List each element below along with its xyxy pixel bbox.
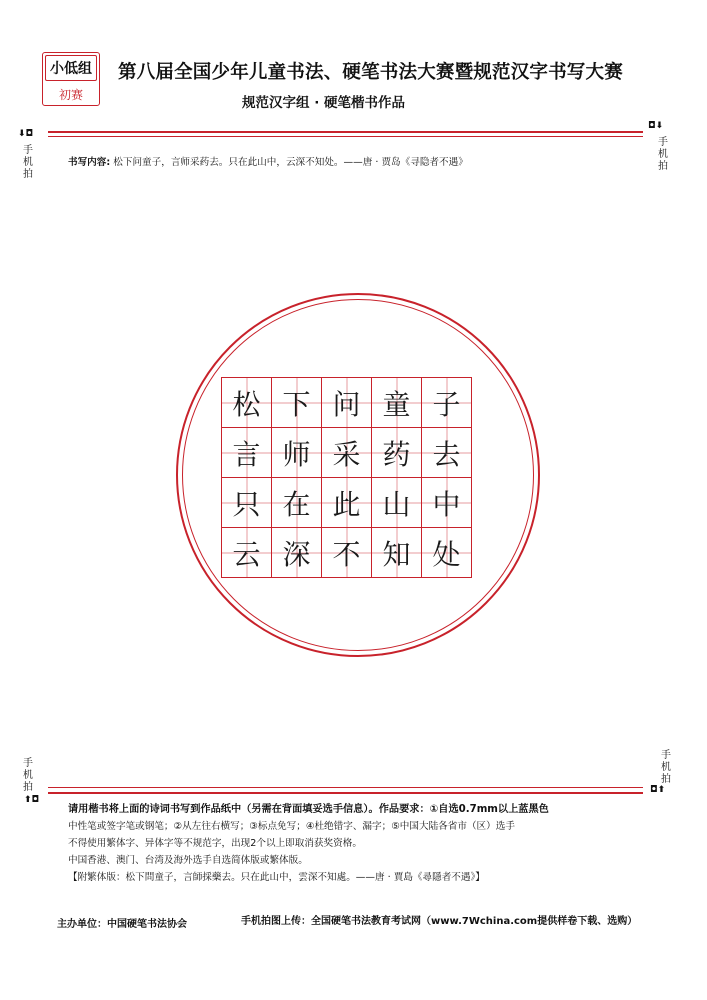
traditional-version: 【附繁体版：松下問童子，言師採藥去。只在此山中，雲深不知處。——唐 · 賈島《尋隱者不遇》】 [68, 872, 485, 883]
grid-cell: 只 [222, 478, 272, 528]
organizer: 主办单位：中国硬笔书法协会 [57, 919, 187, 930]
grid-cell: 问 [322, 378, 372, 428]
grid-cell: 师 [272, 428, 322, 478]
grid-cell: 童 [372, 378, 422, 428]
page-subtitle: 规范汉字组 · 硬笔楷书作品 [242, 95, 406, 111]
grid-cell: 云 [222, 528, 272, 578]
grid-cell: 此 [322, 478, 372, 528]
grid-cell: 松 [222, 378, 272, 428]
group-label: 小低组 [45, 55, 97, 81]
writing-content [68, 154, 468, 168]
camera-upload-icon: ◘⬆ [650, 785, 666, 795]
grid-cell: 处 [422, 528, 472, 578]
group-badge [42, 52, 100, 106]
grid-cell: 知 [372, 528, 422, 578]
grid-cell: 采 [322, 428, 372, 478]
phone-shot-label: 手机拍 [661, 750, 671, 785]
instruction-line: 中性笔或签字笔或钢笔；②从左往右横写；③标点免写；④杜绝错字、漏字；⑤中国大陆各省市（区）选手 [68, 821, 515, 832]
grid-cell: 深 [272, 528, 322, 578]
grid-cell: 在 [272, 478, 322, 528]
grid-cell: 去 [422, 428, 472, 478]
download-camera-icon: ⬇◘ [18, 129, 34, 139]
page-title: 第八届全国少年儿童书法、硬笔书法大赛暨规范汉字书写大赛 [118, 62, 623, 83]
writing-content-label: 书写内容: [68, 157, 111, 168]
camera-download-icon: ◘⬇ [648, 121, 664, 131]
phone-shot-label: 手机拍 [658, 137, 668, 172]
writing-content-text: 松下问童子，言师采药去。只在此山中，云深不知处。——唐 · 贾岛《寻隐者不遇》 [113, 157, 468, 168]
instruction-line: 请用楷书将上面的诗词书写到作品纸中（另需在背面填妥选手信息）。作品要求：①自选0.7mm以上蓝黑色 [68, 804, 549, 815]
grid-cell: 山 [372, 478, 422, 528]
round-label: 初赛 [58, 87, 83, 102]
grid-cell: 言 [222, 428, 272, 478]
upload-camera-icon: ⬆◘ [24, 795, 40, 805]
upload-info: 手机拍图上传：全国硬笔书法教育考试网（www.7Wchina.com提供样卷下载、选购） [241, 916, 638, 927]
phone-shot-label: 手机拍 [23, 758, 33, 793]
grid-cell: 不 [322, 528, 372, 578]
grid-cell: 子 [422, 378, 472, 428]
writing-grid [221, 377, 472, 578]
phone-shot-label: 手机拍 [23, 145, 33, 180]
bottom-rule-thick [48, 792, 643, 794]
bottom-rule-thin [48, 787, 643, 788]
instruction-line: 中国香港、澳门、台湾及海外选手自选简体版或繁体版。 [68, 855, 308, 866]
grid-cell: 下 [272, 378, 322, 428]
grid-cell: 药 [372, 428, 422, 478]
top-rule-thin [48, 136, 643, 137]
grid-cell: 中 [422, 478, 472, 528]
top-rule-thick [48, 131, 643, 133]
instruction-line: 不得使用繁体字、异体字等不规范字，出现2个以上即取消获奖资格。 [68, 838, 362, 849]
instructions [68, 801, 668, 886]
